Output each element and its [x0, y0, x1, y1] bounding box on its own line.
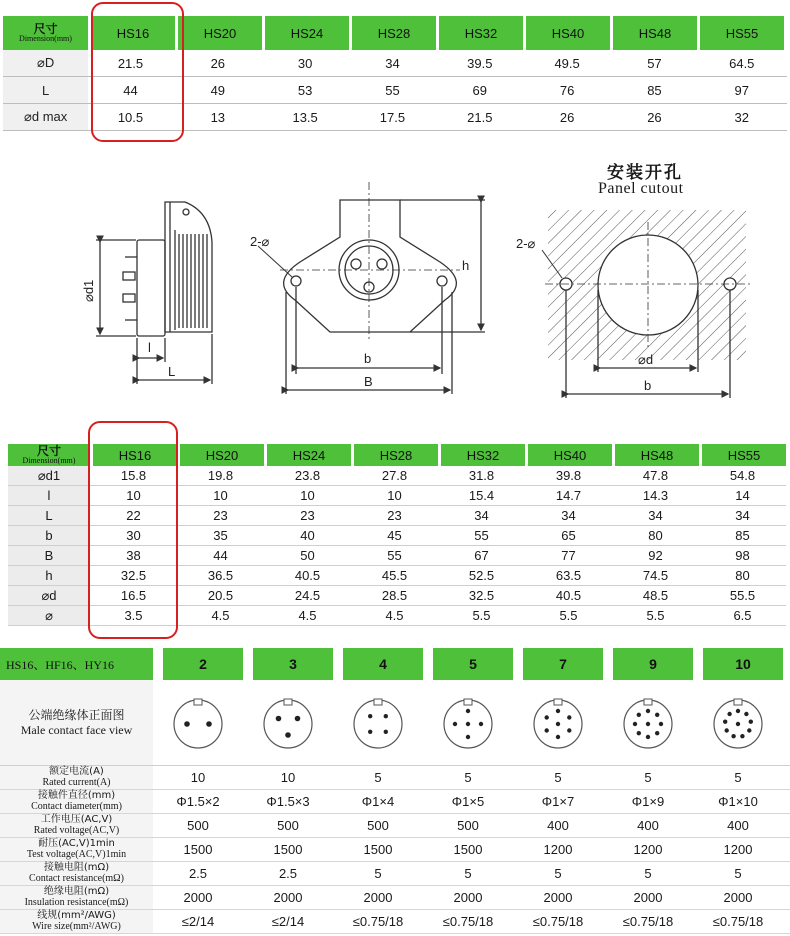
- dimension-header-en: Dimension(mm): [22, 456, 76, 465]
- dim-label-2phi-cutout: 2-⌀: [516, 236, 536, 251]
- cutout-title-cn: 安装开孔: [607, 163, 683, 183]
- table-cell: 55: [474, 528, 489, 543]
- table-cell: 34: [474, 508, 489, 523]
- contact-pin: [637, 712, 641, 716]
- table-cell: 2000: [543, 890, 573, 905]
- table-cell: ≤0.75/18: [712, 914, 764, 929]
- column-header: 2: [163, 648, 243, 680]
- contact-pin: [556, 708, 560, 712]
- table-cell: 23.8: [294, 468, 321, 483]
- table-cell: ≤2/14: [271, 914, 305, 929]
- row-label-cn: 接触件直径(mm): [37, 790, 116, 801]
- contact-pin: [384, 729, 388, 733]
- hs16-highlight-top: [91, 2, 184, 142]
- row-label: ⌀d1: [8, 466, 90, 485]
- dimension-header-cn: 尺寸: [36, 444, 61, 458]
- table-cell: 26: [559, 109, 575, 125]
- contact-pin: [466, 734, 470, 738]
- table-cell: 92: [648, 548, 663, 563]
- table-cell: 64.5: [729, 55, 755, 71]
- table-cell: 35: [213, 528, 228, 543]
- row-label-cn: 工作电压(AC,V): [40, 814, 113, 825]
- table-cell: Φ1×5: [451, 794, 485, 809]
- row-label: h: [8, 566, 90, 585]
- hs16-highlight-bottom: [88, 421, 178, 639]
- contact-pin: [740, 734, 744, 738]
- column-header: HS20: [177, 444, 264, 466]
- row-label: l: [8, 486, 90, 505]
- face-view-label-cn: 公端绝缘体正面图: [28, 707, 125, 722]
- table-cell: 20.5: [207, 588, 234, 603]
- table-cell: 5.5: [559, 608, 578, 623]
- table-cell: 57: [647, 55, 662, 71]
- table-cell: 13.5: [292, 109, 318, 125]
- dim-label-d1: ⌀d1: [81, 279, 96, 302]
- table-cell: 10: [387, 488, 402, 503]
- contact-pin: [659, 721, 663, 725]
- table-cell: 69: [472, 82, 488, 98]
- table-cell: 6.5: [733, 608, 752, 623]
- contact-face-icon: [530, 695, 586, 751]
- table-cell: 45.5: [381, 568, 408, 583]
- table-cell: 5: [734, 866, 742, 881]
- table-cell: 5: [374, 770, 382, 785]
- table-cell: 5: [644, 770, 652, 785]
- row-label: [0, 886, 153, 909]
- table-cell: 5: [554, 866, 562, 881]
- dim-label-B: B: [364, 374, 373, 389]
- contact-pin: [479, 721, 483, 725]
- contact-pin: [646, 721, 650, 725]
- table-cell: 55: [385, 82, 400, 98]
- table-cell: 55.5: [729, 588, 756, 603]
- dim-label-b-cutout: b: [644, 378, 652, 393]
- side-view: [96, 202, 212, 384]
- table-cell: ≤0.75/18: [532, 914, 584, 929]
- table-cell: 49: [210, 82, 226, 98]
- row-label-en: Test voltage(AC,V)1min: [26, 848, 127, 860]
- table-cell: Φ1×9: [631, 794, 665, 809]
- table-cell: 4.5: [385, 608, 404, 623]
- row-label-cn: 耐压(AC,V)1min: [38, 838, 115, 849]
- table-cell: 500: [367, 818, 389, 833]
- column-header: HS48: [613, 16, 697, 50]
- table-cell: 10.5: [117, 109, 144, 125]
- contact-pin: [545, 728, 549, 732]
- contact-pin: [637, 731, 641, 735]
- table-cell: 65: [561, 528, 576, 543]
- dim-label-phid: ⌀d: [638, 352, 654, 367]
- dimension-header: [8, 444, 90, 466]
- column-header: HS16: [91, 16, 175, 50]
- row-label-en: Rated voltage(AC,V): [33, 824, 120, 836]
- contact-pin: [744, 711, 748, 715]
- column-header: HS28: [351, 444, 438, 466]
- contact-pin: [384, 714, 388, 718]
- column-header: 10: [703, 648, 783, 680]
- contact-face-diagram: [153, 680, 243, 765]
- table-cell: 52.5: [468, 568, 495, 583]
- table-cell: 10: [280, 770, 296, 785]
- row-label: b: [8, 526, 90, 545]
- contact-pin: [749, 719, 753, 723]
- table-cell: 47.8: [642, 468, 669, 483]
- column-header: HS55: [699, 444, 786, 466]
- row-label-cn: 接触电阻(mΩ): [43, 862, 110, 873]
- row-label: [0, 838, 153, 861]
- table-cell: 36.5: [207, 568, 234, 583]
- table-cell: 97: [734, 82, 749, 98]
- table-cell: 5: [464, 866, 472, 881]
- row-label-cn: 线规(mm²/AWG): [37, 910, 116, 921]
- table-cell: 40.5: [294, 568, 321, 583]
- contact-pin: [567, 728, 571, 732]
- table-cell: 1500: [453, 842, 483, 857]
- table-cell: 2000: [363, 890, 393, 905]
- table-row: [0, 838, 790, 862]
- table-cell: 74.5: [642, 568, 669, 583]
- column-header: HS24: [264, 444, 351, 466]
- table-cell: 63.5: [555, 568, 582, 583]
- contact-pin: [736, 721, 740, 725]
- contact-pin: [723, 719, 727, 723]
- column-header: HS32: [438, 444, 525, 466]
- contact-face-icon: [620, 695, 676, 751]
- table-cell: ≤0.75/18: [622, 914, 674, 929]
- series-label: HS16、HF16、HY16: [0, 648, 153, 680]
- table-cell: 31.8: [468, 468, 495, 483]
- row-label-en: Contact resistance(mΩ): [29, 872, 124, 884]
- contact-face-icon: [710, 695, 766, 751]
- table-cell: 80: [648, 528, 663, 543]
- table-cell: 1500: [273, 842, 303, 857]
- table-cell: 23: [213, 508, 228, 523]
- contact-face-icon: [170, 695, 226, 751]
- contact-pin: [725, 728, 729, 732]
- face-view-label: [0, 680, 153, 765]
- column-header: HS40: [525, 444, 612, 466]
- contact-pin: [727, 711, 731, 715]
- column-header: HS40: [526, 16, 610, 50]
- table-cell: 32.5: [120, 568, 147, 583]
- row-label-cn: 绝缘电阻(mΩ): [43, 886, 110, 897]
- table-cell: 40: [300, 528, 315, 543]
- table-cell: 23: [300, 508, 315, 523]
- table-cell: 39.5: [467, 55, 493, 71]
- table-cell: 27.8: [381, 468, 408, 483]
- contact-face-diagram: [513, 680, 603, 765]
- contact-pin: [747, 728, 751, 732]
- column-header: 7: [523, 648, 603, 680]
- dim-label-l: l: [148, 340, 151, 355]
- contact-face-diagram: [423, 680, 513, 765]
- table-cell: 4.5: [298, 608, 317, 623]
- table-cell: 53: [297, 82, 313, 98]
- contact-pin: [646, 734, 650, 738]
- row-label: [0, 814, 153, 837]
- column-header: HS20: [178, 16, 262, 50]
- table-cell: 500: [457, 818, 479, 833]
- contact-pin: [368, 714, 372, 718]
- table-cell: 23: [387, 508, 402, 523]
- dimension-header-cn: 尺寸: [33, 22, 58, 36]
- table-cell: 24.5: [294, 588, 321, 603]
- table-cell: Φ1.5×3: [266, 794, 310, 809]
- row-label-en: Insulation resistance(mΩ): [24, 896, 129, 908]
- table-cell: 10: [213, 488, 228, 503]
- table-cell: 1500: [183, 842, 213, 857]
- table-cell: 85: [735, 528, 750, 543]
- table-cell: 19.8: [207, 468, 234, 483]
- table-cell: 15.4: [468, 488, 495, 503]
- table-cell: 10: [126, 488, 141, 503]
- row-label: B: [8, 546, 90, 565]
- table-cell: 10: [300, 488, 315, 503]
- row-label-cn: 额定电流(A): [49, 766, 104, 777]
- table-cell: ≤2/14: [181, 914, 215, 929]
- table-cell: 14.7: [555, 488, 582, 503]
- table-cell: 2000: [273, 890, 303, 905]
- table-cell: 500: [187, 818, 209, 833]
- contact-pin: [466, 721, 470, 725]
- table-cell: 5: [374, 866, 382, 881]
- contact-face-icon: [350, 695, 406, 751]
- contact-pin: [206, 721, 212, 727]
- contact-pin: [556, 734, 560, 738]
- column-header: HS16: [90, 444, 177, 466]
- row-label: L: [3, 77, 88, 103]
- table-cell: 44: [213, 548, 228, 563]
- table-cell: 13: [210, 109, 226, 125]
- row-label: [0, 790, 153, 813]
- table-cell: 1200: [633, 842, 663, 857]
- dimension-header: [3, 16, 88, 50]
- table-cell: 2000: [183, 890, 213, 905]
- table-cell: 400: [547, 818, 569, 833]
- table-cell: 44: [123, 82, 138, 98]
- table-cell: 30: [297, 55, 313, 71]
- contact-pin: [633, 721, 637, 725]
- table-cell: 49.5: [554, 55, 580, 71]
- table-cell: 1200: [543, 842, 573, 857]
- table-cell: 50: [300, 548, 315, 563]
- contact-face-icon: [440, 695, 496, 751]
- table-row: [0, 910, 790, 934]
- electrical-spec-table: [0, 648, 790, 934]
- table-cell: 32: [734, 109, 749, 125]
- table-cell: 21.5: [467, 109, 493, 125]
- table-cell: 26: [647, 109, 662, 125]
- table-cell: 16.5: [120, 588, 147, 603]
- contact-face-icon: [260, 695, 316, 751]
- table-cell: 30: [126, 528, 141, 543]
- column-header: 9: [613, 648, 693, 680]
- dim-label-L: L: [168, 364, 176, 379]
- table-cell: 400: [727, 818, 749, 833]
- table-cell: 5: [554, 770, 562, 785]
- cutout-title-en: Panel cutout: [598, 180, 684, 197]
- table-cell: 34: [561, 508, 576, 523]
- row-label-en: Wire size(mm²/AWG): [32, 920, 121, 932]
- table-row: [0, 886, 790, 910]
- table-cell: 5: [644, 866, 652, 881]
- table-row: [0, 766, 790, 790]
- table-cell: Φ1.5×2: [176, 794, 220, 809]
- table-cell: 14.3: [642, 488, 669, 503]
- contact-pin: [646, 708, 650, 712]
- table-row: [0, 790, 790, 814]
- table-cell: 21.5: [117, 55, 144, 71]
- row-label: L: [8, 506, 90, 525]
- contact-pin: [295, 715, 301, 721]
- row-label: [0, 766, 153, 789]
- contact-face-diagram: [693, 680, 783, 765]
- table-cell: Φ1×7: [541, 794, 575, 809]
- contact-pin: [545, 715, 549, 719]
- column-header: HS24: [265, 16, 349, 50]
- table-cell: 2000: [723, 890, 753, 905]
- column-header: HS28: [352, 16, 436, 50]
- table-cell: 5: [734, 770, 742, 785]
- column-header: HS48: [612, 444, 699, 466]
- contact-pin: [567, 715, 571, 719]
- contact-pin: [285, 732, 291, 738]
- table-cell: 40.5: [555, 588, 582, 603]
- table-header-row: [0, 648, 790, 680]
- table-cell: 14: [735, 488, 750, 503]
- table-cell: 500: [277, 818, 299, 833]
- contact-pin: [731, 734, 735, 738]
- table-cell: 34: [735, 508, 750, 523]
- contact-pin: [655, 731, 659, 735]
- table-cell: 17.5: [379, 109, 406, 125]
- table-cell: 85: [647, 82, 662, 98]
- contact-pin: [556, 721, 560, 725]
- contact-face-diagram: [603, 680, 693, 765]
- table-cell: 2.5: [278, 866, 298, 881]
- table-cell: 76: [559, 82, 575, 98]
- table-cell: 2000: [453, 890, 483, 905]
- table-cell: 28.5: [381, 588, 408, 603]
- row-label: [0, 862, 153, 885]
- dim-label-h: h: [462, 258, 470, 273]
- table-cell: 34: [385, 55, 400, 71]
- table-cell: Φ1×4: [361, 794, 395, 809]
- table-cell: 80: [735, 568, 750, 583]
- table-row: [0, 862, 790, 886]
- table-cell: 15.8: [120, 468, 147, 483]
- table-cell: Φ1×10: [718, 794, 758, 809]
- row-label: ⌀d max: [3, 104, 88, 130]
- contact-pin: [466, 708, 470, 712]
- table-cell: 26: [210, 55, 226, 71]
- table-cell: 10: [190, 770, 206, 785]
- table-cell: 48.5: [642, 588, 669, 603]
- column-header: HS32: [439, 16, 523, 50]
- table-cell: 54.8: [729, 468, 756, 483]
- contact-face-diagram: [243, 680, 333, 765]
- row-label: ⌀d: [8, 586, 90, 605]
- table-cell: 5: [464, 770, 472, 785]
- column-header: HS55: [700, 16, 784, 50]
- table-cell: 2.5: [188, 866, 208, 881]
- row-label-en: Contact diameter(mm): [31, 800, 122, 812]
- face-view-label-en: Male contact face view: [20, 722, 133, 737]
- panel-cutout-view: [542, 210, 752, 398]
- contact-face-diagram: [333, 680, 423, 765]
- table-cell: ≤0.75/18: [442, 914, 494, 929]
- table-cell: 4.5: [211, 608, 230, 623]
- row-label: [0, 910, 153, 933]
- column-header: 5: [433, 648, 513, 680]
- table-cell: 5.5: [646, 608, 665, 623]
- dim-label-b-front: b: [364, 351, 372, 366]
- front-view: [258, 182, 485, 394]
- table-cell: 3.5: [124, 608, 143, 623]
- table-cell: 1500: [363, 842, 393, 857]
- table-cell: 400: [637, 818, 659, 833]
- table-cell: 67: [474, 548, 489, 563]
- face-view-row: [0, 680, 790, 766]
- contact-pin: [655, 712, 659, 716]
- column-header: 4: [343, 648, 423, 680]
- dimension-header-en: Dimension(mm): [19, 34, 72, 43]
- contact-pin: [276, 715, 282, 721]
- table-cell: ≤0.75/18: [352, 914, 404, 929]
- contact-pin: [368, 729, 372, 733]
- table-cell: 22: [126, 508, 141, 523]
- table-cell: 5.5: [472, 608, 491, 623]
- table-cell: 39.8: [555, 468, 582, 483]
- table-cell: 2000: [633, 890, 663, 905]
- table-cell: 38: [126, 548, 141, 563]
- contact-pin: [736, 708, 740, 712]
- row-label-en: Rated current(A): [42, 776, 111, 788]
- row-label: ⌀: [8, 606, 90, 625]
- contact-pin: [453, 721, 457, 725]
- table-cell: 32.5: [468, 588, 495, 603]
- contact-pin: [184, 721, 190, 727]
- column-header: 3: [253, 648, 333, 680]
- row-label: ⌀D: [3, 50, 88, 76]
- table-cell: 77: [561, 548, 576, 563]
- dim-label-2phi-front: 2-⌀: [250, 234, 270, 249]
- table-row: [0, 814, 790, 838]
- table-cell: 1200: [723, 842, 753, 857]
- table-cell: 98: [735, 548, 750, 563]
- table-cell: 45: [387, 528, 402, 543]
- table-cell: 55: [387, 548, 402, 563]
- table-cell: 34: [648, 508, 663, 523]
